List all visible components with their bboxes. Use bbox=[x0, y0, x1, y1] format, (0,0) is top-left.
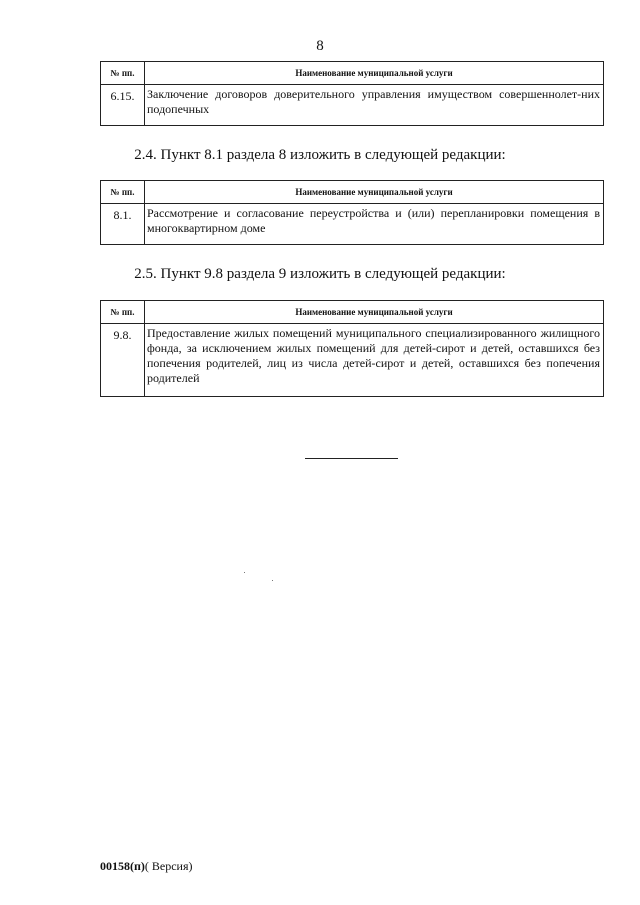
table-row bbox=[101, 324, 604, 397]
table-row bbox=[101, 204, 604, 245]
scan-speck bbox=[244, 572, 245, 573]
footer-version: ( Версия) bbox=[144, 859, 193, 873]
end-divider bbox=[305, 458, 398, 459]
row-service-name: Рассмотрение и согласование переустройства и (или) перепланировки помещения в многоквартирном доме bbox=[145, 204, 604, 245]
page-number: 8 bbox=[316, 38, 324, 54]
header-name: Наименование муниципальной услуги bbox=[145, 301, 604, 324]
table-header-row bbox=[101, 301, 604, 324]
section-heading-2-4: 2.4. Пункт 8.1 раздела 8 изложить в следующей редакции: bbox=[134, 147, 506, 163]
row-number: 9.8. bbox=[101, 324, 145, 397]
header-name: Наименование муниципальной услуги bbox=[145, 62, 604, 85]
row-service-name: Предоставление жилых помещений муниципального специализированного жилищного фонда, за исключением жилых помещений для детей-сирот и детей, оставшихся без попечения родителей, лиц из числа детей-сирот и детей, оставшихся без попечения родителей bbox=[145, 324, 604, 397]
section-heading-2-5: 2.5. Пункт 9.8 раздела 9 изложить в следующей редакции: bbox=[134, 266, 506, 282]
row-number: 8.1. bbox=[101, 204, 145, 245]
header-num: № пп. bbox=[101, 301, 145, 324]
services-table-1 bbox=[100, 61, 604, 126]
footer-document-code bbox=[100, 859, 193, 874]
scan-speck bbox=[272, 580, 273, 581]
header-num: № пп. bbox=[101, 62, 145, 85]
row-service-name: Заключение договоров доверительного управления имуществом совершеннолет-них подопечных bbox=[145, 85, 604, 126]
services-table-2 bbox=[100, 180, 604, 245]
table-header-row bbox=[101, 62, 604, 85]
table-row bbox=[101, 85, 604, 126]
services-table-3 bbox=[100, 300, 604, 397]
footer-code: 00158(п) bbox=[100, 859, 145, 873]
header-num: № пп. bbox=[101, 181, 145, 204]
table-header-row bbox=[101, 181, 604, 204]
row-number: 6.15. bbox=[101, 85, 145, 126]
header-name: Наименование муниципальной услуги bbox=[145, 181, 604, 204]
